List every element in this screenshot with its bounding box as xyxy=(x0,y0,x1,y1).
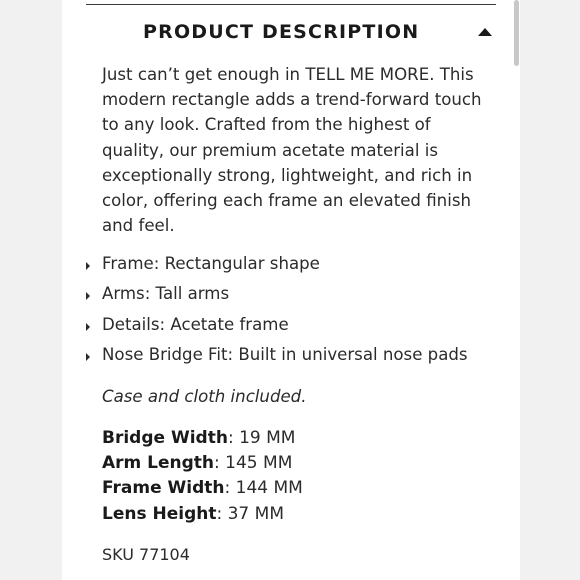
included-note: Case and cloth included. xyxy=(102,387,307,406)
bullet-icon xyxy=(86,262,90,270)
scrollbar-track[interactable] xyxy=(510,0,520,580)
bullet-icon xyxy=(86,292,90,300)
feature-text: Arms: Tall arms xyxy=(102,284,230,304)
feature-list xyxy=(86,254,496,375)
spec-row xyxy=(102,504,492,529)
spec-row xyxy=(102,428,492,453)
spec-label: Frame Width xyxy=(102,478,225,499)
spec-row xyxy=(102,453,492,478)
chevron-up-icon[interactable] xyxy=(476,24,494,38)
feature-text: Details: Acetate frame xyxy=(102,314,289,334)
sku-text: SKU 77104 xyxy=(102,545,190,564)
bullet-icon xyxy=(86,353,90,361)
specs-list xyxy=(102,428,492,529)
list-item xyxy=(86,284,496,314)
spec-value: : 37 MM xyxy=(216,503,284,524)
section-divider xyxy=(86,4,496,5)
list-item xyxy=(86,345,496,375)
spec-label: Lens Height xyxy=(102,503,217,524)
feature-text: Nose Bridge Fit: Built in universal nose pads xyxy=(102,344,468,364)
spec-value: : 145 MM xyxy=(214,453,293,474)
scrollbar-thumb[interactable] xyxy=(514,0,519,66)
list-item xyxy=(86,315,496,345)
spec-value: : 19 MM xyxy=(227,428,296,448)
accordion-header[interactable] xyxy=(86,16,496,52)
spec-label: Bridge Width xyxy=(102,428,228,448)
description-paragraph: Just can’t get enough in TELL ME MORE. This modern rectangle adds a trend-forward touch to any look. Crafted from the highest of quality, our premium acetate material is exceptionally strong, lightweight, and rich in color, offering each frame an elevated finish and feel. xyxy=(102,65,482,236)
feature-text: Frame: Rectangular shape xyxy=(102,254,320,273)
spec-value: : 144 MM xyxy=(224,478,303,499)
section-title: PRODUCT DESCRIPTION xyxy=(143,21,420,43)
bullet-icon xyxy=(86,323,90,331)
list-item xyxy=(86,254,496,284)
spec-label: Arm Length xyxy=(102,453,215,474)
spec-row xyxy=(102,478,492,503)
